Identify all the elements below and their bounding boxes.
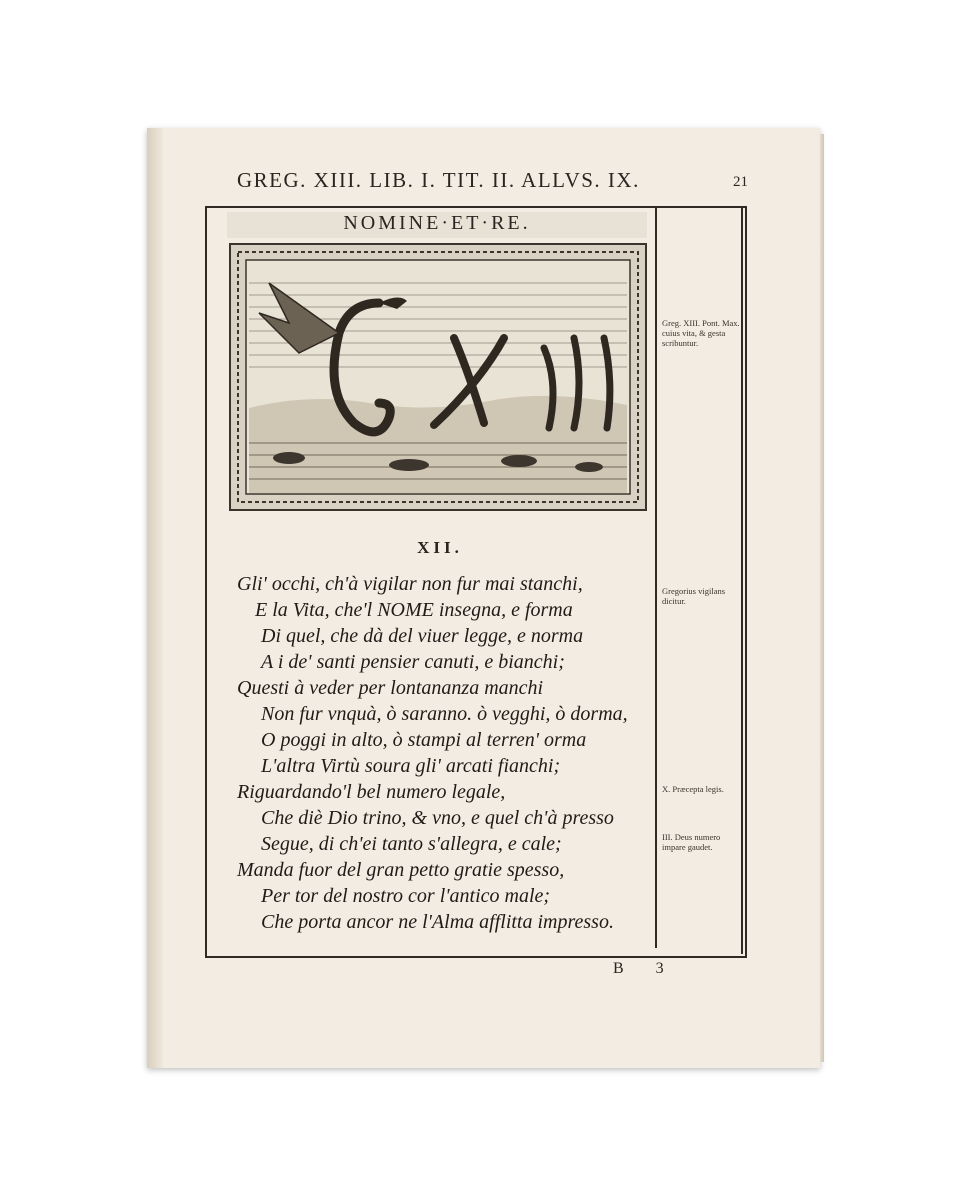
running-title: GREG. XIII. LIB. I. TIT. II. ALLVS. IX. <box>237 168 640 192</box>
verse-line: Che diè Dio trino, & vno, e quel ch'à presso <box>261 807 614 829</box>
verse-line: Riguardando'l bel numero legale, <box>237 781 506 803</box>
page-edge <box>820 134 824 1062</box>
marginal-note: X. Præcepta legis. <box>662 784 724 794</box>
verse-line: Questi à veder per lontananza manchi <box>237 677 544 699</box>
verse-line: Di quel, che dà del viuer legge, e norma <box>261 625 584 647</box>
poem-number: XII. <box>417 538 463 557</box>
verse-line: L'altra Virtù soura gli' arcati fianchi; <box>261 755 561 777</box>
signature-mark: B 3 <box>613 960 678 977</box>
page-number: 21 <box>733 174 748 190</box>
marginal-note: III. Deus numero impare gaudet. <box>662 832 721 852</box>
verse-line: Che porta ancor ne l'Alma afflitta impresso. <box>261 911 614 933</box>
verse-line: Non fur vnquà, ò saranno. ò vegghi, ò dorma, <box>261 703 628 725</box>
verse-line: E la Vita, che'l NOME insegna, e forma <box>255 599 573 621</box>
verse-line: Segue, di ch'ei tanto s'allegra, e cale; <box>261 833 562 855</box>
marginal-note: Greg. XIII. Pont. Max. cuius vita, & gesta scribuntur. <box>662 318 740 348</box>
marginal-note: Gregorius vigilans dicitur. <box>662 586 726 606</box>
verse-line: A i de' santi pensier canuti, e bianchi; <box>261 651 565 673</box>
verse-line: Per tor del nostro cor l'antico male; <box>261 885 551 907</box>
book-page <box>147 128 820 1068</box>
margin-rule-left <box>655 208 657 948</box>
verse-line: Gli' occhi, ch'à vigilar non fur mai stanchi, <box>237 573 583 595</box>
emblem-motto: NOMINE·ET·RE. <box>227 212 647 238</box>
engraving-dragon-serpents-icon <box>229 243 647 511</box>
verse-line: O poggi in alto, ò stampi al terren' orma <box>261 729 587 751</box>
book <box>147 128 820 1068</box>
verse-line: Manda fuor del gran petto gratie spesso, <box>237 859 565 881</box>
